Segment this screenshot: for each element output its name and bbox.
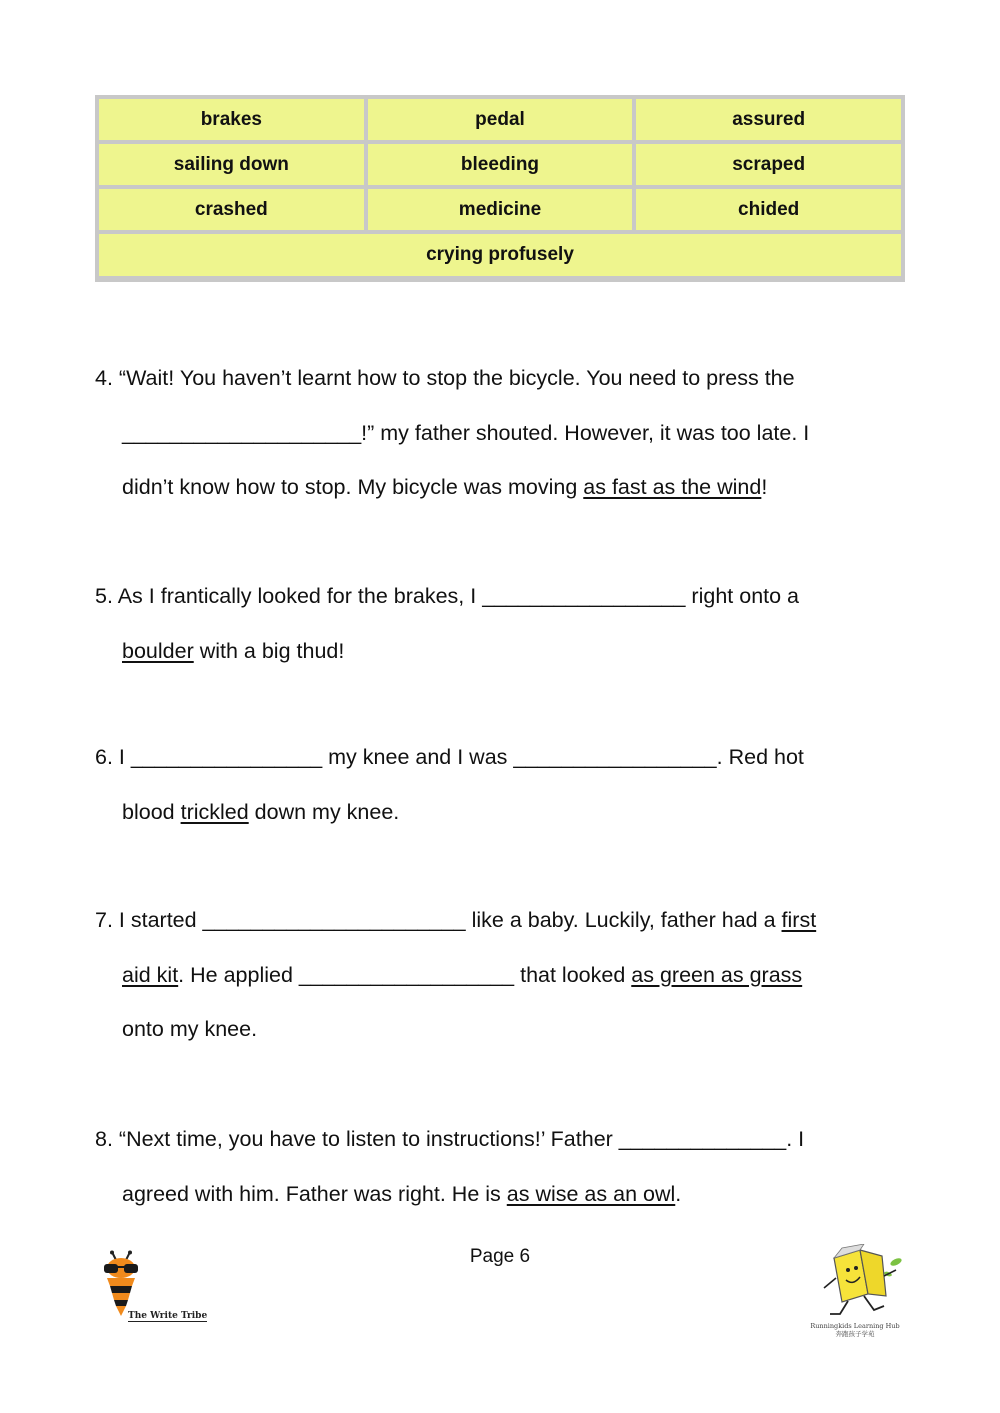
- word-bank-cell: crashed: [99, 189, 364, 230]
- question-line: [95, 624, 900, 679]
- underlined-phrase: boulder: [122, 638, 194, 663]
- logo-caption: Runningkids Learning Hub: [810, 1322, 900, 1330]
- text-segment: blood: [122, 799, 181, 824]
- question-line: [95, 893, 900, 948]
- word-bank-cell: pedal: [368, 99, 633, 140]
- underlined-phrase: first: [781, 908, 817, 932]
- question-line: [95, 1167, 900, 1222]
- question-4: [95, 351, 900, 515]
- text-segment: . He applied __________________ that looked: [178, 962, 632, 987]
- word-bank-cell: medicine: [368, 189, 633, 230]
- text-segment: down my knee.: [248, 799, 400, 824]
- word-bank-cell: brakes: [99, 99, 364, 140]
- question-line: 6. I ________________ my knee and I was _________________. Red hot: [95, 745, 804, 769]
- question-line: 5. As I frantically looked for the brakes, I _________________ right onto a: [95, 584, 800, 608]
- running-book-logo-text: [805, 1322, 905, 1338]
- question-line: 4. “Wait! You haven’t learnt how to stop the bicycle. You need to press the: [95, 366, 795, 390]
- logo-caption-sub: 奔跑孩子学苑: [835, 1330, 875, 1338]
- question-line: [95, 785, 900, 840]
- text-segment: didn’t know how to stop. My bicycle was moving: [122, 475, 584, 499]
- word-bank-cell: assured: [636, 99, 901, 140]
- text-segment: .: [675, 1181, 682, 1206]
- question-line: [95, 948, 900, 1003]
- question-line: [95, 460, 900, 515]
- text-segment: with a big thud!: [193, 638, 345, 663]
- word-bank-cell: bleeding: [368, 144, 633, 185]
- word-bank-cell: sailing down: [99, 144, 364, 185]
- word-bank-cell-wide: crying profusely: [99, 234, 901, 276]
- underlined-phrase: as wise as an owl: [506, 1181, 676, 1206]
- text-segment: !: [761, 475, 768, 499]
- question-6: [95, 730, 900, 839]
- bee-logo-text: The Write Tribe: [128, 1311, 208, 1321]
- question-8: [95, 1112, 900, 1221]
- question-line: onto my knee.: [122, 1017, 258, 1041]
- question-line: 8. “Next time, you have to listen to instructions!’ Father ______________. I: [95, 1127, 805, 1151]
- text-segment: 7. I started ______________________ like a baby. Luckily, father had a: [95, 908, 782, 932]
- underlined-phrase: as fast as the wind: [583, 475, 762, 499]
- underlined-phrase: trickled: [180, 799, 249, 824]
- question-line: ____________________!” my father shouted. However, it was too late. I: [122, 420, 810, 445]
- underlined-phrase: aid kit: [122, 962, 179, 987]
- question-5: [95, 569, 900, 678]
- word-bank-table: [95, 95, 905, 282]
- word-bank-cell: scraped: [636, 144, 901, 185]
- underlined-phrase: as green as grass: [631, 962, 803, 987]
- text-segment: agreed with him. Father was right. He is: [122, 1181, 507, 1206]
- word-bank-cell: chided: [636, 189, 901, 230]
- running-book-logo-icon: [812, 1244, 907, 1324]
- page-number: Page 6: [469, 1246, 531, 1267]
- question-7: [95, 893, 900, 1057]
